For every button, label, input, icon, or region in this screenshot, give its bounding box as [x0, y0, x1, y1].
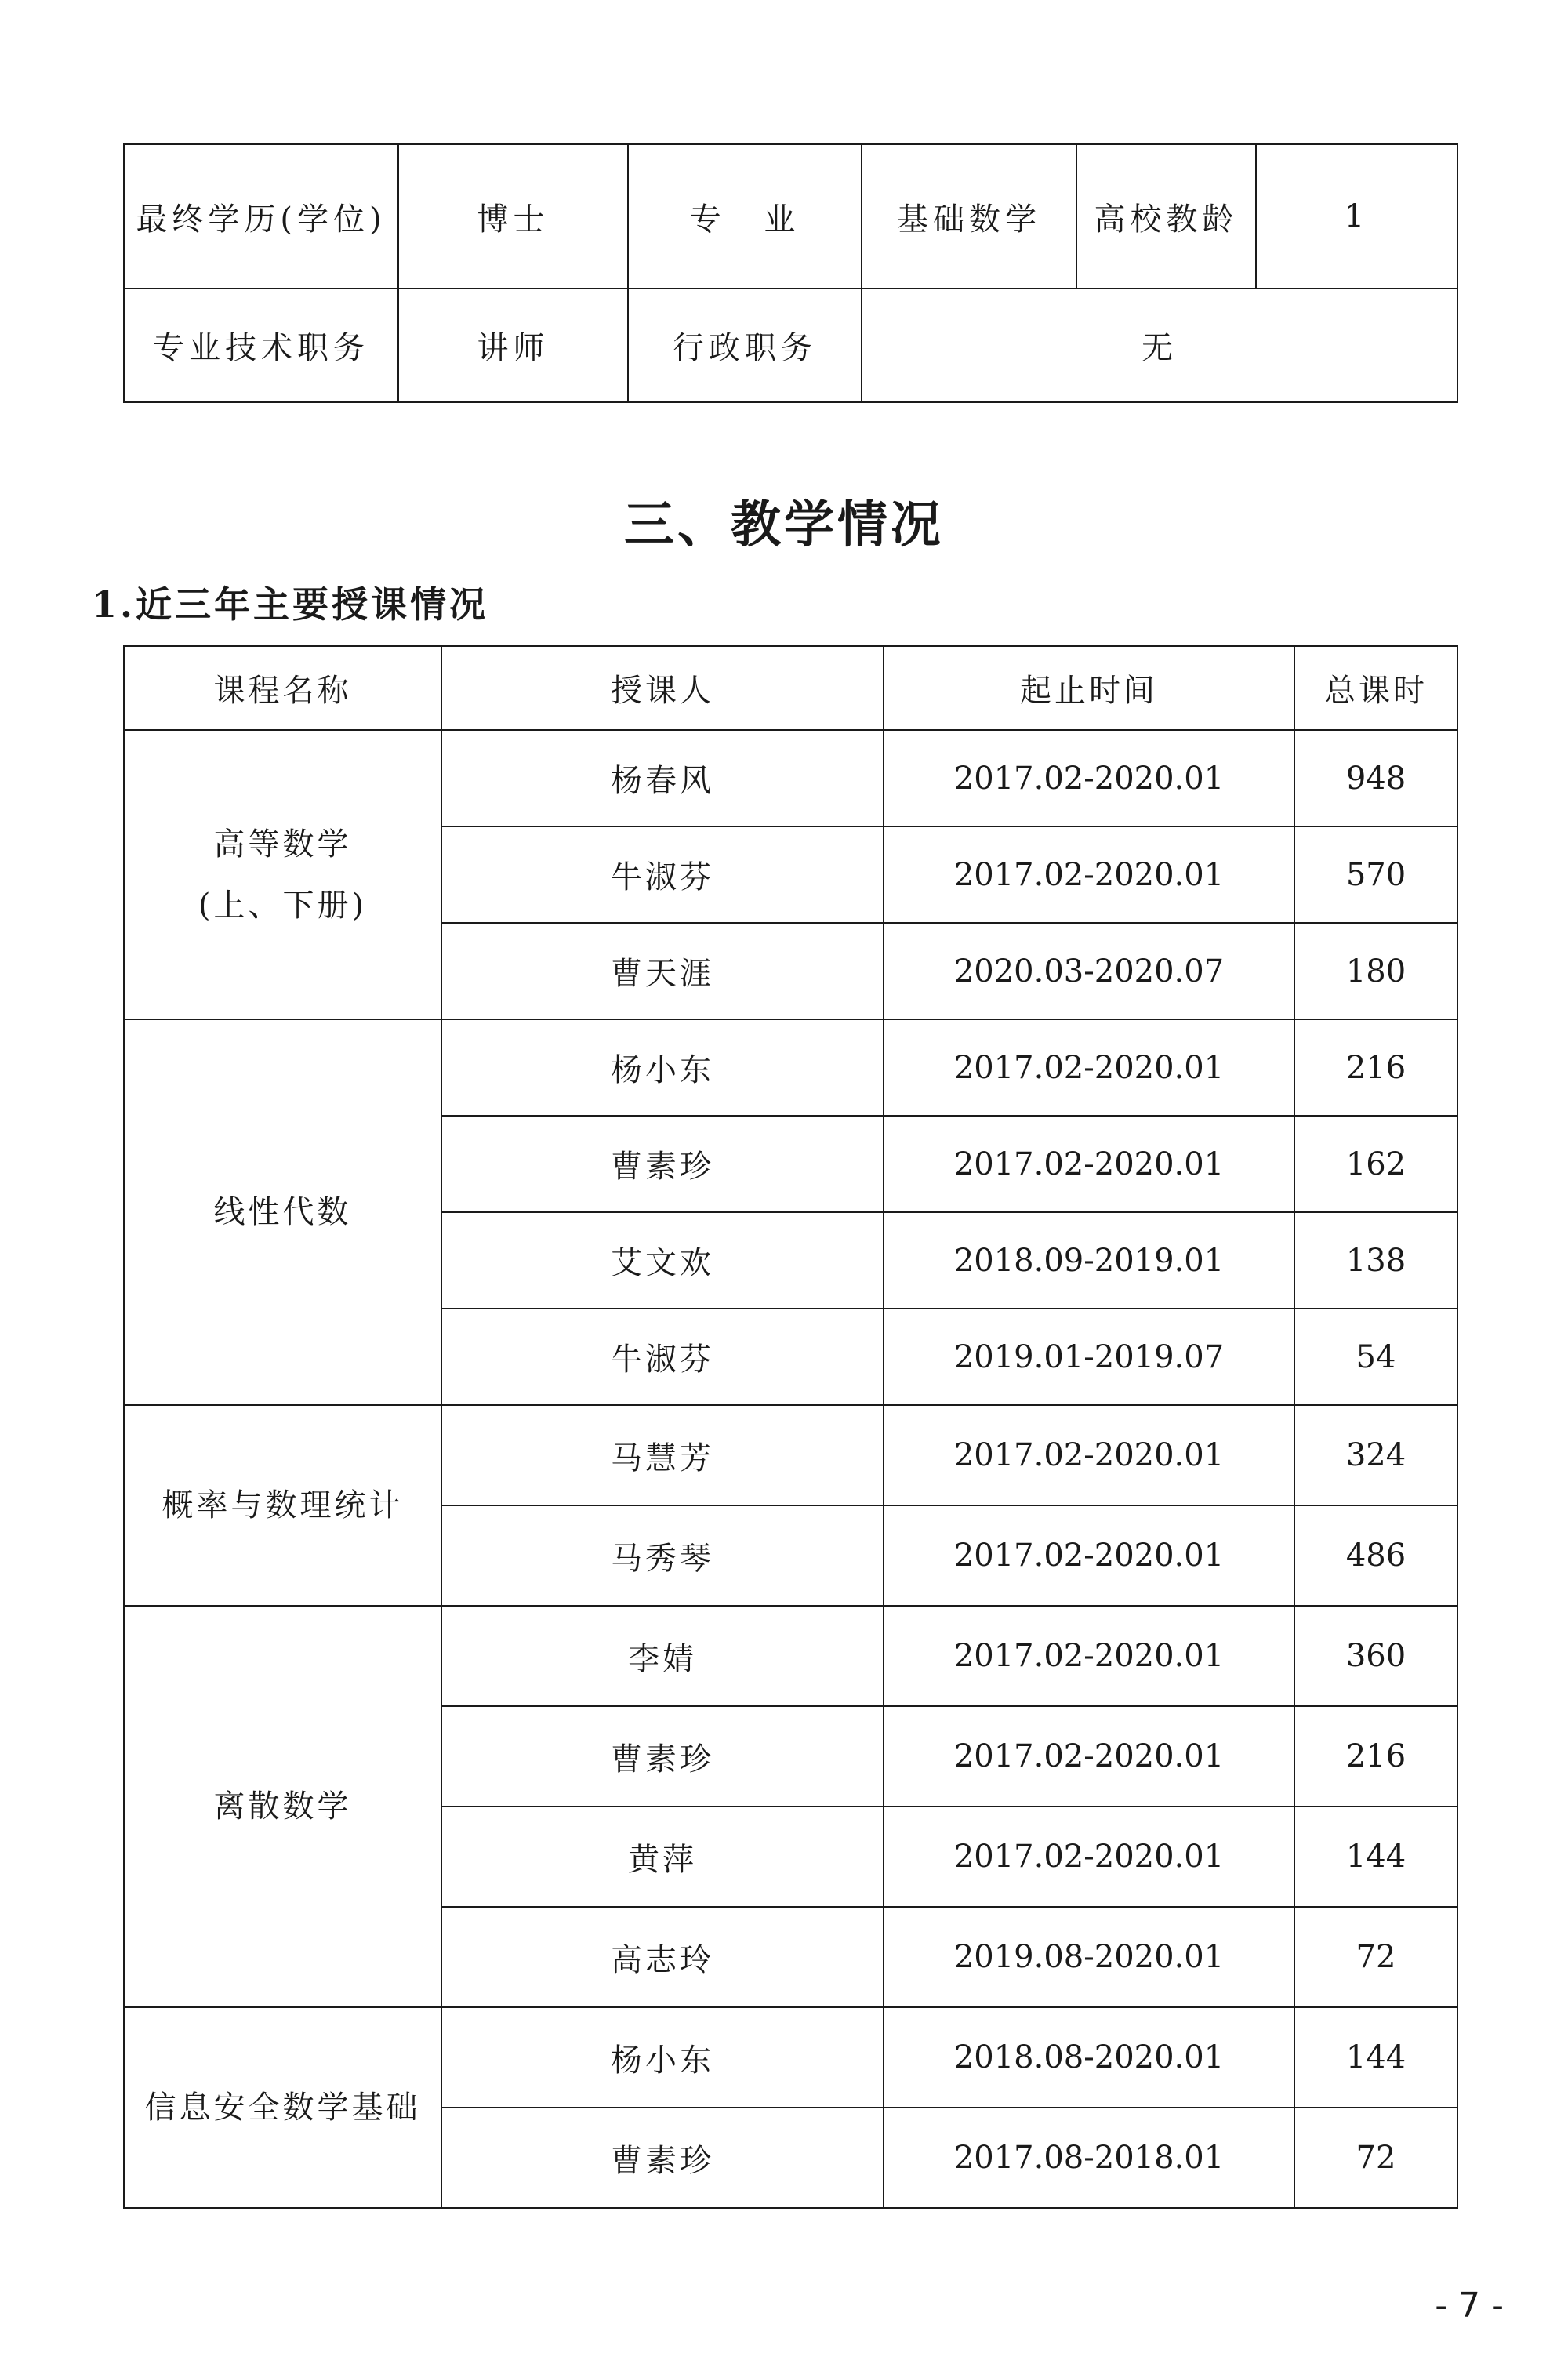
value-teaching-years: 1 — [1256, 144, 1457, 289]
table-row — [124, 1606, 1457, 1706]
label-administrative-post: 行政职务 — [628, 289, 862, 402]
page-number: - 7 - — [1435, 2286, 1504, 2326]
instructor-cell: 马秀琴 — [441, 1505, 884, 1606]
label-major: 专 业 — [628, 144, 862, 289]
course-table — [123, 645, 1458, 2209]
instructor-cell: 艾文欢 — [441, 1212, 884, 1309]
period-cell: 2019.08-2020.01 — [884, 1907, 1294, 2007]
sub-title: 1.近三年主要授课情况 — [92, 583, 489, 626]
label-teaching-years: 高校教龄 — [1076, 144, 1256, 289]
period-cell: 2017.08-2018.01 — [884, 2108, 1294, 2208]
hours-cell: 948 — [1294, 730, 1457, 826]
instructor-cell: 马慧芳 — [441, 1405, 884, 1505]
instructor-cell: 牛淑芬 — [441, 826, 884, 923]
instructor-cell: 黄萍 — [441, 1807, 884, 1907]
table-row — [124, 1405, 1457, 1505]
hours-cell: 324 — [1294, 1405, 1457, 1505]
period-cell: 2018.09-2019.01 — [884, 1212, 1294, 1309]
table-row — [124, 1019, 1457, 1116]
instructor-cell: 杨春风 — [441, 730, 884, 826]
info-row-education — [124, 144, 1457, 289]
personal-info-table — [123, 143, 1458, 403]
period-cell: 2017.02-2020.01 — [884, 826, 1294, 923]
info-row-position — [124, 289, 1457, 402]
period-cell: 2017.02-2020.01 — [884, 1116, 1294, 1212]
value-administrative-post: 无 — [862, 289, 1457, 402]
table-row — [124, 730, 1457, 826]
hours-cell: 72 — [1294, 1907, 1457, 2007]
course-name-line: 离散数学 — [213, 1788, 352, 1825]
section-title: 三、教学情况 — [624, 496, 944, 554]
instructor-cell: 牛淑芬 — [441, 1309, 884, 1405]
value-highest-degree: 博士 — [398, 144, 628, 289]
hours-cell: 180 — [1294, 923, 1457, 1019]
period-cell: 2017.02-2020.01 — [884, 1019, 1294, 1116]
hours-cell: 144 — [1294, 2007, 1457, 2108]
hours-cell: 216 — [1294, 1019, 1457, 1116]
course-name-cell — [124, 1019, 441, 1405]
hours-cell: 360 — [1294, 1606, 1457, 1706]
instructor-cell: 曹天涯 — [441, 923, 884, 1019]
course-name-line: 概率与数理统计 — [162, 1487, 404, 1523]
hours-cell: 144 — [1294, 1807, 1457, 1907]
instructor-cell: 曹素珍 — [441, 2108, 884, 2208]
course-name-cell — [124, 2007, 441, 2208]
period-cell: 2018.08-2020.01 — [884, 2007, 1294, 2108]
course-name-cell — [124, 1606, 441, 2007]
hours-cell: 138 — [1294, 1212, 1457, 1309]
period-cell: 2017.02-2020.01 — [884, 1706, 1294, 1807]
period-cell: 2019.01-2019.07 — [884, 1309, 1294, 1405]
header-period: 起止时间 — [884, 646, 1294, 730]
course-name-line: 信息安全数学基础 — [144, 2090, 421, 2126]
header-course-name: 课程名称 — [124, 646, 441, 730]
hours-cell: 162 — [1294, 1116, 1457, 1212]
instructor-cell: 杨小东 — [441, 2007, 884, 2108]
course-name-cell — [124, 1405, 441, 1606]
course-table-header — [124, 646, 1457, 730]
course-name-line: 线性代数 — [213, 1194, 352, 1230]
instructor-cell: 曹素珍 — [441, 1116, 884, 1212]
hours-cell: 72 — [1294, 2108, 1457, 2208]
hours-cell: 570 — [1294, 826, 1457, 923]
period-cell: 2017.02-2020.01 — [884, 730, 1294, 826]
course-name-line: (上、下册) — [198, 887, 368, 924]
instructor-cell: 高志玲 — [441, 1907, 884, 2007]
instructor-cell: 李婧 — [441, 1606, 884, 1706]
label-professional-title: 专业技术职务 — [124, 289, 398, 402]
instructor-cell: 杨小东 — [441, 1019, 884, 1116]
label-highest-degree: 最终学历(学位) — [124, 144, 398, 289]
course-name-cell — [124, 730, 441, 1019]
hours-cell: 216 — [1294, 1706, 1457, 1807]
period-cell: 2017.02-2020.01 — [884, 1807, 1294, 1907]
period-cell: 2017.02-2020.01 — [884, 1405, 1294, 1505]
value-major: 基础数学 — [862, 144, 1076, 289]
hours-cell: 54 — [1294, 1309, 1457, 1405]
header-instructor: 授课人 — [441, 646, 884, 730]
header-total-hours: 总课时 — [1294, 646, 1457, 730]
value-professional-title: 讲师 — [398, 289, 628, 402]
hours-cell: 486 — [1294, 1505, 1457, 1606]
period-cell: 2017.02-2020.01 — [884, 1606, 1294, 1706]
period-cell: 2017.02-2020.01 — [884, 1505, 1294, 1606]
period-cell: 2020.03-2020.07 — [884, 923, 1294, 1019]
instructor-cell: 曹素珍 — [441, 1706, 884, 1807]
table-row — [124, 2007, 1457, 2108]
course-name-line: 高等数学 — [213, 826, 352, 862]
